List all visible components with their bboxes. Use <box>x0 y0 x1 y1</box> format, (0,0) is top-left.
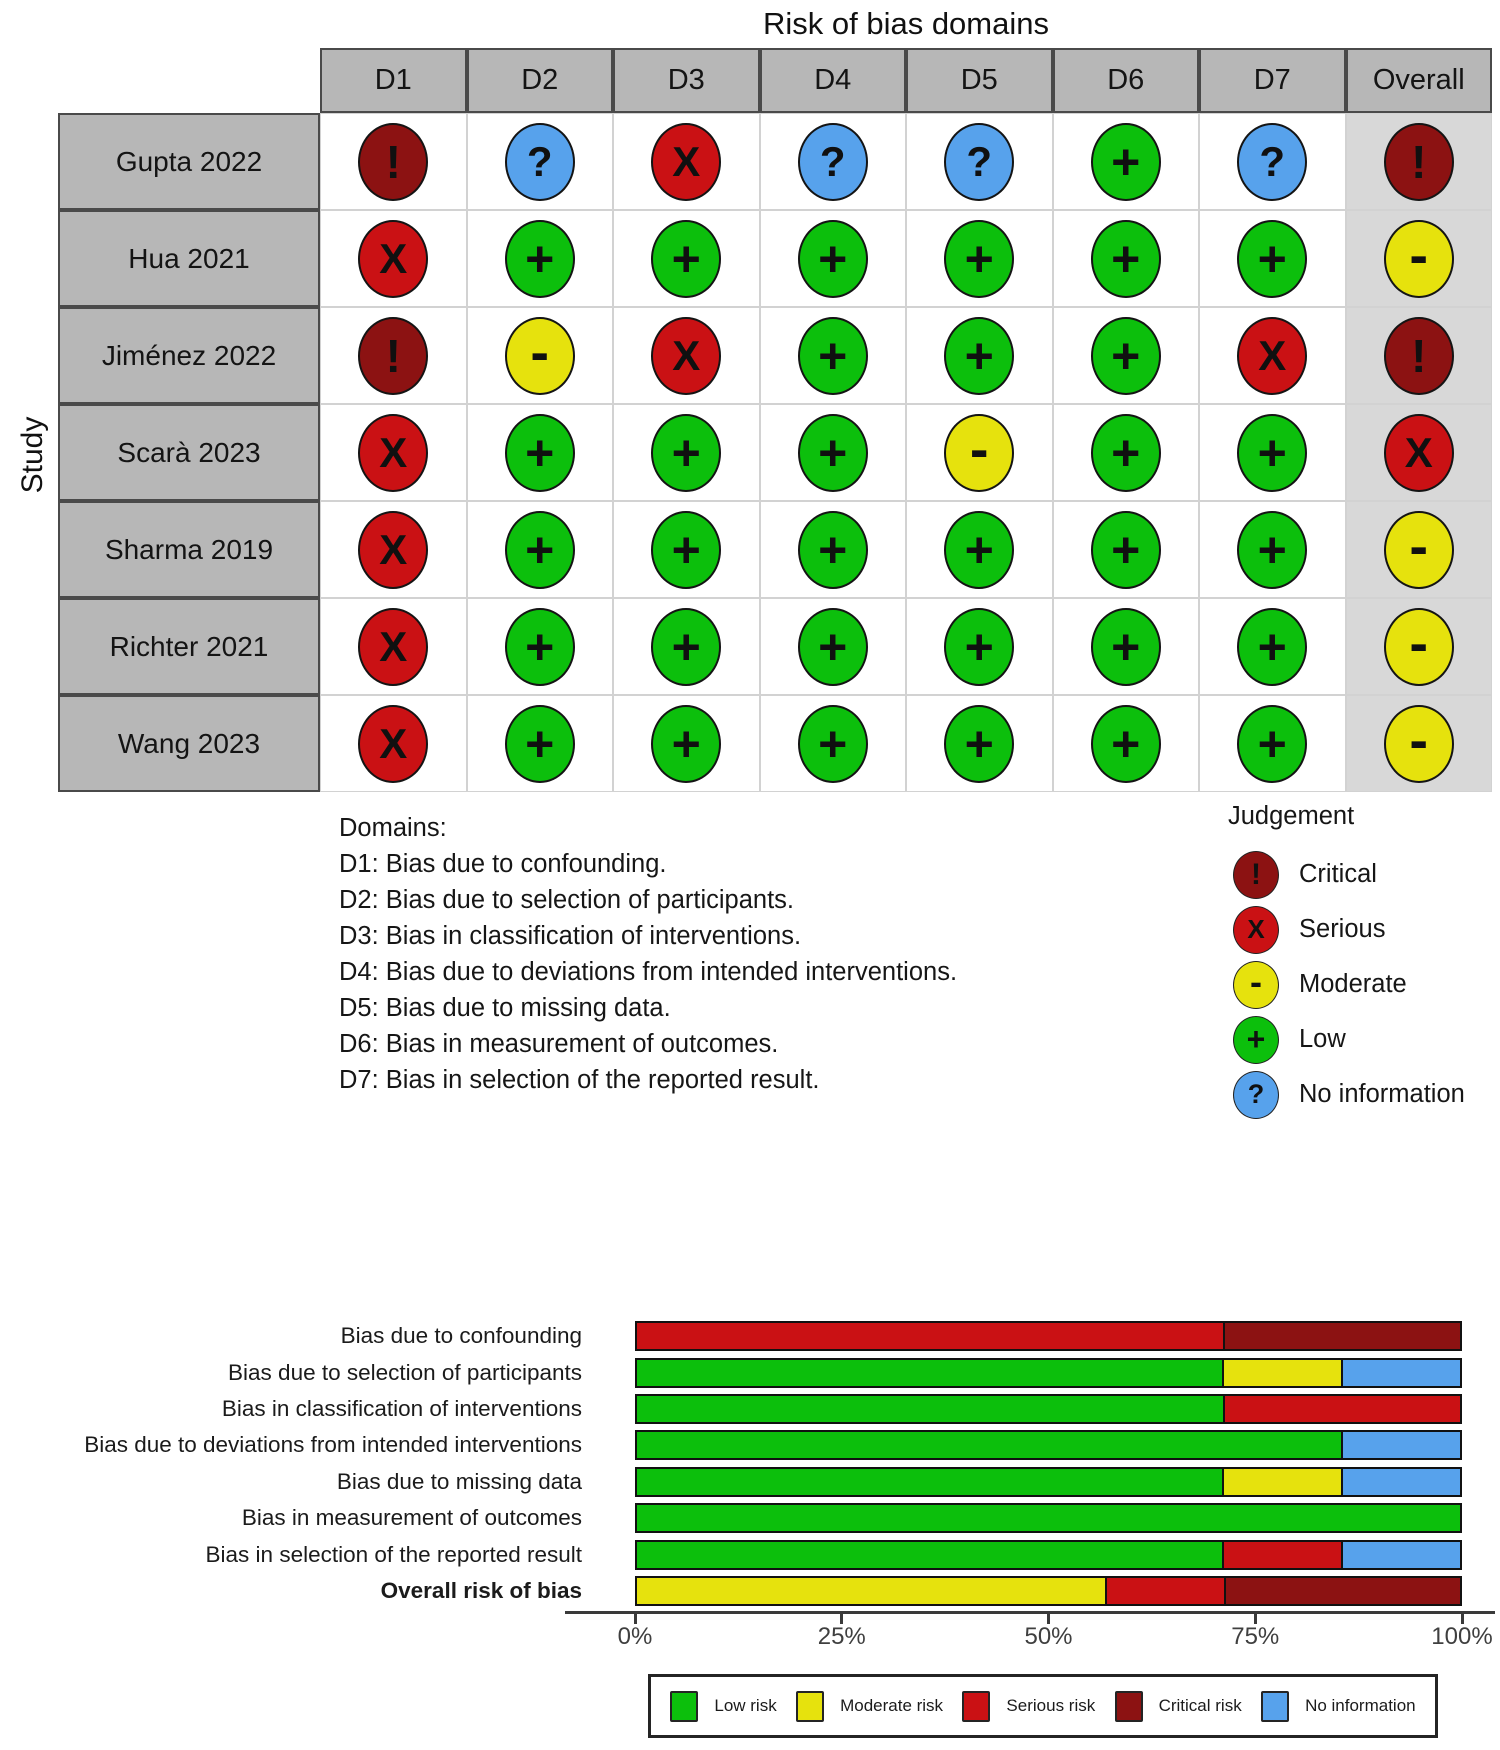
study-name: Sharma 2019 <box>58 501 320 598</box>
legend-swatch-critical <box>1115 1691 1143 1722</box>
judgment-cell <box>1199 307 1346 404</box>
judgment-circle-serious <box>358 608 428 686</box>
judgement-legend-item-noinfo <box>1233 1067 1465 1122</box>
low-symbol-+: + <box>818 618 848 675</box>
axis-tick-label: 25% <box>817 1623 866 1650</box>
bar-segment-serious <box>1222 1542 1341 1568</box>
judgment-circle-low <box>798 220 868 298</box>
noinfo-symbol-?: ? <box>966 137 993 185</box>
judgment-circle-serious <box>1237 317 1307 395</box>
bar-segment-low <box>637 1469 1222 1495</box>
judgment-cell <box>320 598 467 695</box>
bar-track <box>635 1321 1462 1351</box>
judgment-cell <box>906 598 1053 695</box>
bar-track <box>635 1540 1462 1570</box>
legend-label: Moderate risk <box>840 1696 944 1715</box>
legend-label: Critical risk <box>1158 1696 1242 1715</box>
judgment-cell <box>906 695 1053 792</box>
judgment-cell <box>760 210 907 307</box>
low-symbol-+: + <box>964 715 994 772</box>
low-symbol-+: + <box>1257 424 1287 481</box>
low-symbol-+: + <box>964 618 994 675</box>
column-header-d2: D2 <box>467 48 614 113</box>
bar-track <box>635 1358 1462 1388</box>
judgment-circle-low <box>1091 608 1161 686</box>
bar-row <box>0 1464 1462 1500</box>
bar-label: Bias in classification of interventions <box>221 1395 582 1421</box>
bar-track <box>635 1503 1462 1533</box>
serious-symbol-X: X <box>379 428 408 476</box>
judgment-circle-moderate <box>505 317 575 395</box>
judgment-circle-low <box>651 220 721 298</box>
judgment-cell <box>320 695 467 792</box>
axis-tick-label: 50% <box>1024 1623 1073 1650</box>
bar-row <box>0 1427 1462 1463</box>
judgment-circle-moderate <box>1384 608 1454 686</box>
axis-tick-label: 100% <box>1431 1623 1493 1650</box>
low-symbol-+: + <box>964 521 994 578</box>
bar-segment-critical <box>1224 1578 1460 1604</box>
bar-row <box>0 1391 1462 1427</box>
low-symbol-+: + <box>671 230 701 287</box>
judgment-cell <box>760 695 907 792</box>
judgement-legend-label: Low <box>1299 1025 1346 1053</box>
judgment-circle-noinfo <box>1233 1071 1279 1119</box>
legend-label: Serious risk <box>1006 1696 1096 1715</box>
bar-label: Bias in selection of the reported result <box>205 1541 582 1567</box>
judgment-circle-low <box>651 414 721 492</box>
low-symbol-+: + <box>525 715 555 772</box>
judgment-cell <box>613 210 760 307</box>
legend-swatch-noinfo <box>1261 1691 1289 1722</box>
judgment-cell <box>1199 404 1346 501</box>
moderate-symbol--: - <box>969 417 989 480</box>
low-symbol-+: + <box>1111 327 1141 384</box>
judgement-legend-title: Judgement <box>1228 802 1355 830</box>
domain-note-line: D6: Bias in measurement of outcomes. <box>339 1030 779 1058</box>
bar-segment-serious <box>1105 1578 1224 1604</box>
low-symbol-+: + <box>525 618 555 675</box>
judgement-legend-items <box>1228 847 1465 1122</box>
column-header-d5: D5 <box>906 48 1053 113</box>
bar-segment-low <box>637 1360 1222 1386</box>
traffic-light-table <box>58 48 1492 792</box>
legend-item-low <box>670 1691 776 1722</box>
judgement-legend-label: Critical <box>1299 860 1377 888</box>
bar-segment-noinfo <box>1341 1360 1460 1386</box>
bar-segment-noinfo <box>1341 1469 1460 1495</box>
judgment-cell <box>320 404 467 501</box>
bar-label: Bias due to missing data <box>336 1468 582 1494</box>
low-symbol-+: + <box>818 424 848 481</box>
column-header-d6: D6 <box>1053 48 1200 113</box>
judgment-circle-serious <box>358 705 428 783</box>
judgment-cell <box>613 695 760 792</box>
judgment-cell <box>760 598 907 695</box>
judgment-circle-moderate <box>1384 511 1454 589</box>
judgment-circle-critical <box>358 317 428 395</box>
serious-symbol-X: X <box>1404 428 1433 476</box>
judgment-cell <box>467 210 614 307</box>
bar-label: Overall risk of bias <box>380 1577 582 1603</box>
judgment-circle-low <box>1091 511 1161 589</box>
moderate-symbol--: - <box>1409 223 1429 286</box>
low-symbol-+: + <box>818 521 848 578</box>
bar-track <box>635 1394 1462 1424</box>
column-header-d4: D4 <box>760 48 907 113</box>
noinfo-symbol-?: ? <box>1247 1079 1265 1109</box>
bar-row <box>0 1573 1462 1609</box>
judgment-circle-critical <box>358 123 428 201</box>
judgment-cell <box>1053 695 1200 792</box>
judgment-circle-low <box>651 511 721 589</box>
judgment-cell <box>906 307 1053 404</box>
domains-note <box>339 810 957 1098</box>
noinfo-symbol-?: ? <box>526 137 553 185</box>
bar-segment-moderate <box>637 1578 1105 1604</box>
moderate-symbol--: - <box>530 320 550 383</box>
noinfo-symbol-?: ? <box>819 137 846 185</box>
bar-track <box>635 1467 1462 1497</box>
bar-segment-low <box>637 1396 1223 1422</box>
judgment-cell <box>1053 210 1200 307</box>
judgment-circle-low <box>1091 220 1161 298</box>
judgment-circle-low <box>1237 220 1307 298</box>
judgment-circle-low <box>505 414 575 492</box>
critical-symbol-!: ! <box>1251 857 1261 891</box>
judgment-cell <box>760 307 907 404</box>
moderate-symbol--: - <box>1409 514 1429 577</box>
low-symbol-+: + <box>671 424 701 481</box>
study-name: Hua 2021 <box>58 210 320 307</box>
judgement-legend-label: Serious <box>1299 915 1386 943</box>
bar-segment-low <box>637 1432 1341 1458</box>
low-symbol-+: + <box>964 327 994 384</box>
judgment-circle-serious <box>358 414 428 492</box>
judgment-circle-low <box>1233 1016 1279 1064</box>
judgment-circle-low <box>1237 705 1307 783</box>
judgment-circle-serious <box>358 511 428 589</box>
serious-symbol-X: X <box>379 719 408 767</box>
low-symbol-+: + <box>525 230 555 287</box>
legend-label: Low risk <box>714 1696 777 1715</box>
judgment-cell <box>467 501 614 598</box>
judgment-circle-low <box>505 608 575 686</box>
legend-item-moderate <box>796 1691 943 1722</box>
legend-label: No information <box>1305 1696 1416 1715</box>
judgment-circle-critical <box>1384 123 1454 201</box>
low-symbol-+: + <box>818 715 848 772</box>
judgment-cell <box>1199 501 1346 598</box>
bar-segment-moderate <box>1222 1360 1341 1386</box>
judgment-circle-low <box>944 220 1014 298</box>
judgment-cell <box>613 501 760 598</box>
judgment-cell <box>1199 695 1346 792</box>
judgment-cell <box>1053 501 1200 598</box>
judgment-circle-low <box>1091 414 1161 492</box>
study-name: Richter 2021 <box>58 598 320 695</box>
study-name: Wang 2023 <box>58 695 320 792</box>
judgment-circle-noinfo <box>1237 123 1307 201</box>
judgment-circle-low <box>944 317 1014 395</box>
low-symbol-+: + <box>525 424 555 481</box>
judgment-circle-low <box>1091 123 1161 201</box>
bar-segment-serious <box>1223 1396 1460 1422</box>
bar-label: Bias due to selection of participants <box>228 1359 582 1385</box>
judgment-cell <box>760 113 907 210</box>
judgment-cell <box>613 307 760 404</box>
serious-symbol-X: X <box>672 137 701 185</box>
bar-track <box>635 1430 1462 1460</box>
judgment-cell <box>1199 210 1346 307</box>
critical-symbol-!: ! <box>1411 135 1427 188</box>
judgement-legend-item-moderate <box>1233 957 1465 1012</box>
judgment-cell <box>1053 307 1200 404</box>
judgment-cell <box>320 501 467 598</box>
judgment-circle-moderate <box>1384 705 1454 783</box>
judgment-circle-low <box>1091 317 1161 395</box>
judgment-cell <box>1346 598 1493 695</box>
low-symbol-+: + <box>671 715 701 772</box>
judgement-legend-item-serious <box>1233 902 1465 957</box>
domain-note-line: D2: Bias due to selection of participants. <box>339 886 795 914</box>
judgment-cell <box>1346 404 1493 501</box>
judgment-circle-low <box>505 705 575 783</box>
judgment-circle-low <box>505 220 575 298</box>
judgment-circle-serious <box>1384 414 1454 492</box>
study-name: Scarà 2023 <box>58 404 320 501</box>
judgment-circle-low <box>944 705 1014 783</box>
low-symbol-+: + <box>671 521 701 578</box>
serious-symbol-X: X <box>1258 331 1287 379</box>
bar-segment-low <box>637 1542 1222 1568</box>
low-symbol-+: + <box>671 618 701 675</box>
judgment-cell <box>760 404 907 501</box>
low-symbol-+: + <box>1111 715 1141 772</box>
judgment-circle-serious <box>1233 906 1279 954</box>
bar-row <box>0 1536 1462 1572</box>
judgment-cell <box>1053 598 1200 695</box>
critical-symbol-!: ! <box>385 135 401 188</box>
judgement-legend-label: No information <box>1299 1080 1465 1108</box>
low-symbol-+: + <box>1111 133 1141 190</box>
judgment-circle-low <box>1237 414 1307 492</box>
serious-symbol-X: X <box>379 622 408 670</box>
bar-row <box>0 1354 1462 1390</box>
summary-bar-chart <box>0 1318 1462 1609</box>
column-header-d1: D1 <box>320 48 467 113</box>
judgment-cell <box>906 210 1053 307</box>
judgment-circle-low <box>798 317 868 395</box>
legend-swatch-low <box>670 1691 698 1722</box>
judgment-circle-low <box>798 414 868 492</box>
domain-note-line: D5: Bias due to missing data. <box>339 994 671 1022</box>
bar-segment-critical <box>1223 1323 1460 1349</box>
bar-label: Bias due to deviations from intended interventions <box>84 1432 582 1458</box>
judgment-cell <box>1346 307 1493 404</box>
judgment-cell <box>613 404 760 501</box>
judgment-circle-critical <box>1384 317 1454 395</box>
judgment-cell <box>467 404 614 501</box>
low-symbol-+: + <box>1111 230 1141 287</box>
judgment-circle-serious <box>651 123 721 201</box>
domains-note-heading: Domains: <box>339 814 447 842</box>
judgment-cell <box>320 307 467 404</box>
low-symbol-+: + <box>1257 618 1287 675</box>
column-header-d3: D3 <box>613 48 760 113</box>
legend-swatch-moderate <box>796 1691 824 1722</box>
judgment-circle-low <box>1091 705 1161 783</box>
judgment-cell <box>467 307 614 404</box>
axis-tick-label: 75% <box>1231 1623 1280 1650</box>
judgement-legend <box>1228 802 1465 1122</box>
bar-segment-noinfo <box>1341 1432 1460 1458</box>
critical-symbol-!: ! <box>1411 329 1427 382</box>
risk-legend-box <box>648 1674 1438 1738</box>
judgment-circle-low <box>798 608 868 686</box>
bar-segment-moderate <box>1222 1469 1341 1495</box>
judgment-circle-low <box>798 511 868 589</box>
low-symbol-+: + <box>1111 424 1141 481</box>
bar-row <box>0 1318 1462 1354</box>
bar-row <box>0 1500 1462 1536</box>
judgment-circle-noinfo <box>798 123 868 201</box>
legend-swatch-serious <box>962 1691 990 1722</box>
judgment-cell <box>467 113 614 210</box>
serious-symbol-X: X <box>379 234 408 282</box>
judgment-cell <box>1346 695 1493 792</box>
serious-symbol-X: X <box>672 331 701 379</box>
bar-segment-low <box>637 1505 1460 1531</box>
judgment-cell <box>1199 598 1346 695</box>
column-header-d7: D7 <box>1199 48 1346 113</box>
judgment-cell <box>320 210 467 307</box>
domains-note-lines <box>339 846 957 1098</box>
judgment-circle-low <box>944 608 1014 686</box>
judgment-cell <box>467 598 614 695</box>
critical-symbol-!: ! <box>385 329 401 382</box>
column-header-overall: Overall <box>1346 48 1493 113</box>
domain-note-line: D1: Bias due to confounding. <box>339 850 667 878</box>
judgment-cell <box>467 695 614 792</box>
judgment-circle-low <box>505 511 575 589</box>
judgment-circle-low <box>798 705 868 783</box>
judgment-circle-moderate <box>944 414 1014 492</box>
bar-label: Bias due to confounding <box>340 1323 582 1349</box>
domain-note-line: D7: Bias in selection of the reported result. <box>339 1066 820 1094</box>
judgment-circle-noinfo <box>505 123 575 201</box>
legend-item-noinfo <box>1261 1691 1416 1722</box>
judgment-cell <box>1053 404 1200 501</box>
judgment-circle-low <box>944 511 1014 589</box>
low-symbol-+: + <box>1257 230 1287 287</box>
study-name: Gupta 2022 <box>58 113 320 210</box>
judgment-cell <box>1199 113 1346 210</box>
low-symbol-+: + <box>1257 521 1287 578</box>
judgment-circle-moderate <box>1384 220 1454 298</box>
bar-label: Bias in measurement of outcomes <box>241 1505 582 1531</box>
judgment-cell <box>1346 210 1493 307</box>
judgment-cell <box>613 113 760 210</box>
legend-item-critical <box>1115 1691 1242 1722</box>
judgment-cell <box>1346 501 1493 598</box>
judgment-circle-low <box>1237 511 1307 589</box>
domain-note-line: D3: Bias in classification of interventions. <box>339 922 802 950</box>
judgement-legend-item-critical <box>1233 847 1465 902</box>
judgment-cell <box>1346 113 1493 210</box>
serious-symbol-X: X <box>379 525 408 573</box>
judgment-cell <box>906 501 1053 598</box>
bar-segment-serious <box>637 1323 1223 1349</box>
low-symbol-+: + <box>1246 1021 1266 1057</box>
serious-symbol-X: X <box>1247 914 1265 944</box>
low-symbol-+: + <box>1111 521 1141 578</box>
judgment-circle-low <box>651 705 721 783</box>
legend-item-serious <box>962 1691 1095 1722</box>
traffic-light-title: Risk of bias domains <box>762 6 1049 41</box>
low-symbol-+: + <box>1111 618 1141 675</box>
judgment-circle-critical <box>1233 851 1279 899</box>
judgment-cell <box>1053 113 1200 210</box>
judgment-circle-serious <box>358 220 428 298</box>
judgment-circle-moderate <box>1233 961 1279 1009</box>
judgement-legend-item-low <box>1233 1012 1465 1067</box>
bar-segment-noinfo <box>1341 1542 1460 1568</box>
judgment-circle-low <box>1237 608 1307 686</box>
domain-note-line: D4: Bias due to deviations from intended interventions. <box>339 958 958 986</box>
low-symbol-+: + <box>964 230 994 287</box>
judgment-cell <box>906 113 1053 210</box>
judgment-cell <box>320 113 467 210</box>
judgement-legend-label: Moderate <box>1299 970 1407 998</box>
axis-tick-label: 0% <box>617 1623 653 1650</box>
low-symbol-+: + <box>818 327 848 384</box>
moderate-symbol--: - <box>1250 960 1262 1002</box>
judgment-circle-low <box>651 608 721 686</box>
moderate-symbol--: - <box>1409 611 1429 674</box>
bar-track <box>635 1576 1462 1606</box>
judgment-cell <box>760 501 907 598</box>
low-symbol-+: + <box>525 521 555 578</box>
judgment-circle-serious <box>651 317 721 395</box>
judgment-cell <box>613 598 760 695</box>
low-symbol-+: + <box>1257 715 1287 772</box>
study-name: Jiménez 2022 <box>58 307 320 404</box>
judgment-circle-noinfo <box>944 123 1014 201</box>
judgment-cell <box>906 404 1053 501</box>
study-axis-label: Study <box>16 416 49 494</box>
x-axis-line <box>565 1611 1495 1614</box>
moderate-symbol--: - <box>1409 708 1429 771</box>
table-corner <box>58 48 320 113</box>
noinfo-symbol-?: ? <box>1259 137 1286 185</box>
low-symbol-+: + <box>818 230 848 287</box>
